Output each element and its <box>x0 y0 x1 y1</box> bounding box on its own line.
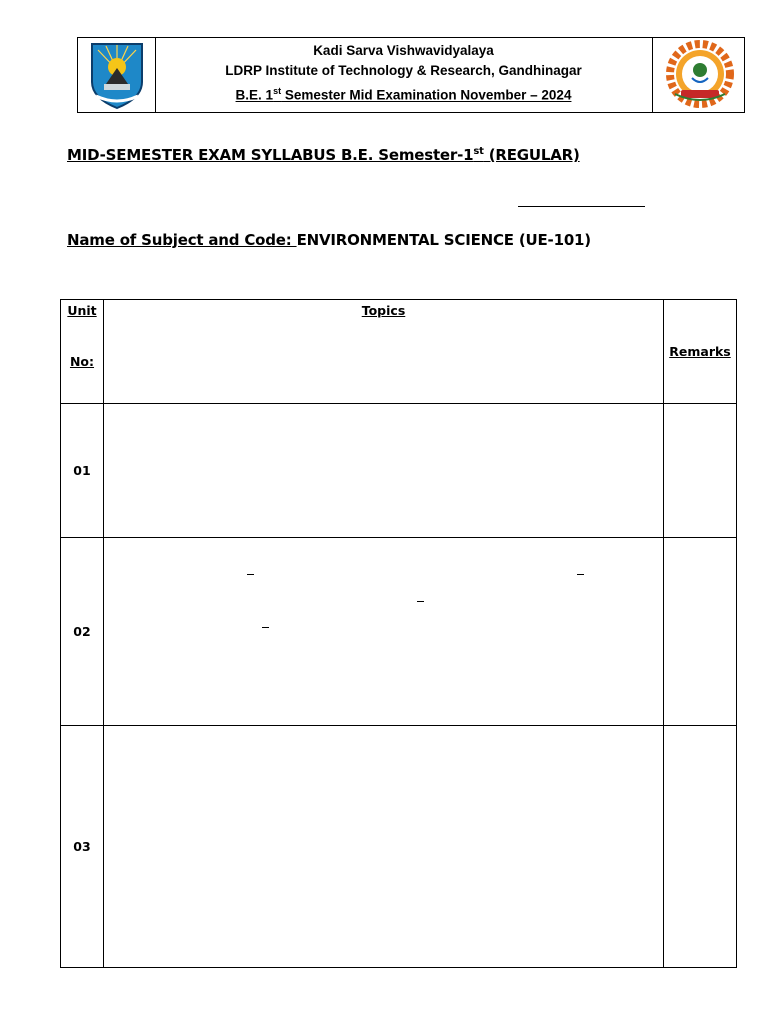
topics-cell <box>104 538 664 726</box>
ldrp-logo-icon <box>659 40 741 110</box>
dash-mark <box>262 627 269 628</box>
dash-mark <box>247 574 254 575</box>
remarks-cell <box>664 726 737 968</box>
table-header-row <box>61 300 737 404</box>
syllabus-table <box>60 299 737 968</box>
subject-label: Name of Subject and Code: <box>67 231 297 249</box>
unit-header: Unit No: <box>61 300 104 404</box>
table-row <box>61 404 737 538</box>
header-divider <box>652 38 653 112</box>
unit-number: 02 <box>61 538 104 726</box>
header-text <box>155 41 652 106</box>
dash-mark <box>577 574 584 575</box>
subject-line <box>67 231 591 249</box>
exam-header <box>77 37 745 113</box>
topics-cell <box>104 726 664 968</box>
topics-cell <box>104 404 664 538</box>
remarks-cell <box>664 404 737 538</box>
dash-mark <box>417 601 424 602</box>
exam-name: B.E. 1st Semester Mid Examination November – 2024 <box>235 86 572 103</box>
table-row <box>61 538 737 726</box>
topics-header: Topics <box>104 300 664 404</box>
unit-number: 03 <box>61 726 104 968</box>
ksv-logo-icon <box>84 40 150 110</box>
institute-name: LDRP Institute of Technology & Research, Gandhinagar <box>225 63 582 78</box>
remarks-cell <box>664 538 737 726</box>
university-name: Kadi Sarva Vishwavidyalaya <box>313 43 494 58</box>
table-row <box>61 726 737 968</box>
subject-value: ENVIRONMENTAL SCIENCE (UE-101) <box>296 231 591 249</box>
remarks-header: Remarks <box>664 300 737 404</box>
unit-number: 01 <box>61 404 104 538</box>
page-title: MID-SEMESTER EXAM SYLLABUS B.E. Semester-1st (REGULAR) <box>67 146 580 164</box>
blank-line <box>518 206 645 207</box>
